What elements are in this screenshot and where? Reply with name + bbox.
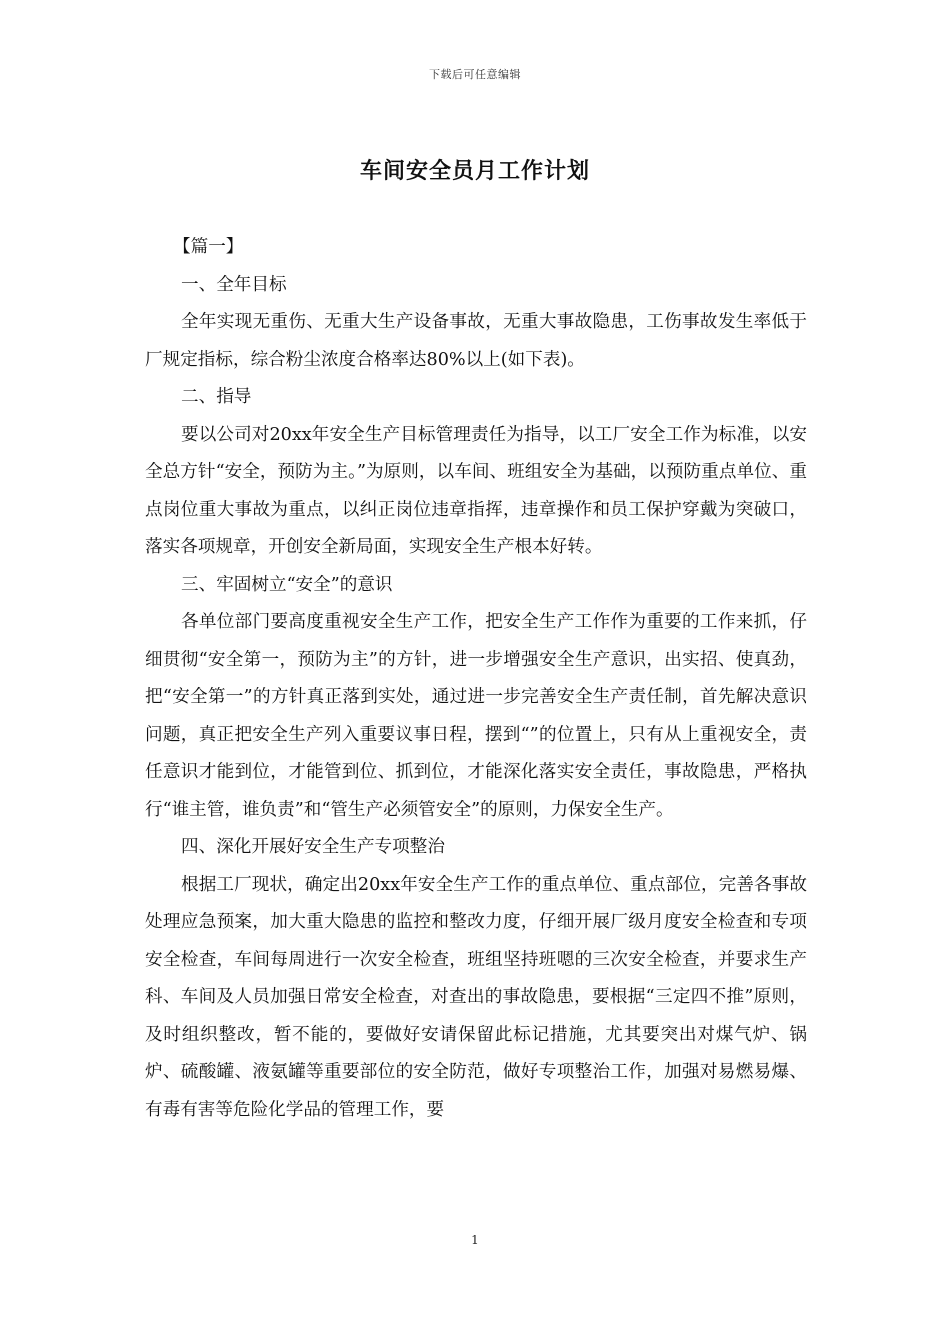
- heading-safety-awareness: 三、牢固树立“安全”的意识: [181, 574, 393, 595]
- heading-annual-goal: 一、全年目标: [181, 274, 287, 295]
- heading-special-rectification: 四、深化开展好安全生产专项整治: [181, 837, 445, 857]
- paragraph-annual-goal: 全年实现无重伤、无重大生产设备事故，无重大事故隐患，工伤事故发生率低于厂规定指标，综合粉尘浓度合格率达80%以上(如下表)。: [145, 312, 807, 370]
- header-note: 下载后可任意编辑: [429, 68, 521, 81]
- section-mark: 【篇一】: [173, 237, 244, 257]
- page-number: 1: [471, 1233, 479, 1247]
- heading-guidance: 二、指导: [181, 387, 252, 407]
- document-body: [145, 229, 807, 1129]
- document-title: 车间安全员月工作计划: [359, 158, 590, 184]
- paragraph-guidance: 要以公司对20xx年安全生产目标管理责任为指导，以工厂安全工作为标准，以安全总方针“安全，预防为主。”为原则，以车间、班组安全为基础，以预防重点单位、重点岗位重大事故为重点，以纠正岗位违章指挥，违章操作和员工保护穿戴为突破口，落实各项规章，开创安全新局面，实现安全生产根本好转。: [145, 424, 807, 557]
- paragraph-safety-awareness: 各单位部门要高度重视安全生产工作，把安全生产工作作为重要的工作来抓，仔细贯彻“安全第一，预防为主”的方针，进一步增强安全生产意识，出实招、使真劲，把“安全第一”的方针真正落到实处，通过进一步完善安全生产责任制，首先解决意识问题，真正把安全生产列入重要议事日程，摆到“”的位置上，只有从上重视安全，责任意识才能到位，才能管到位、抓到位，才能深化落实安全责任，事故隐患，严格执行“谁主管，谁负责”和“管生产必须管安全”的原则，力保安全生产。: [145, 612, 807, 820]
- paragraph-special-rectification: 根据工厂现状，确定出20xx年安全生产工作的重点单位、重点部位，完善各事故处理应急预案，加大重大隐患的监控和整改力度，仔细开展厂级月度安全检查和专项安全检查，车间每周进行一次安全检查，班组坚持班嗯的三次安全检查，并要求生产科、车间及人员加强日常安全检查，对查出的事故隐患，要根据“三定四不推”原则，及时组织整改，暂不能的，要做好安请保留此标记措施，尤其要突出对煤气炉、锅炉、硫酸罐、液氨罐等重要部位的安全防范，做好专项整治工作，加强对易燃易爆、有毒有害等危险化学品的管理工作，要: [145, 874, 807, 1120]
